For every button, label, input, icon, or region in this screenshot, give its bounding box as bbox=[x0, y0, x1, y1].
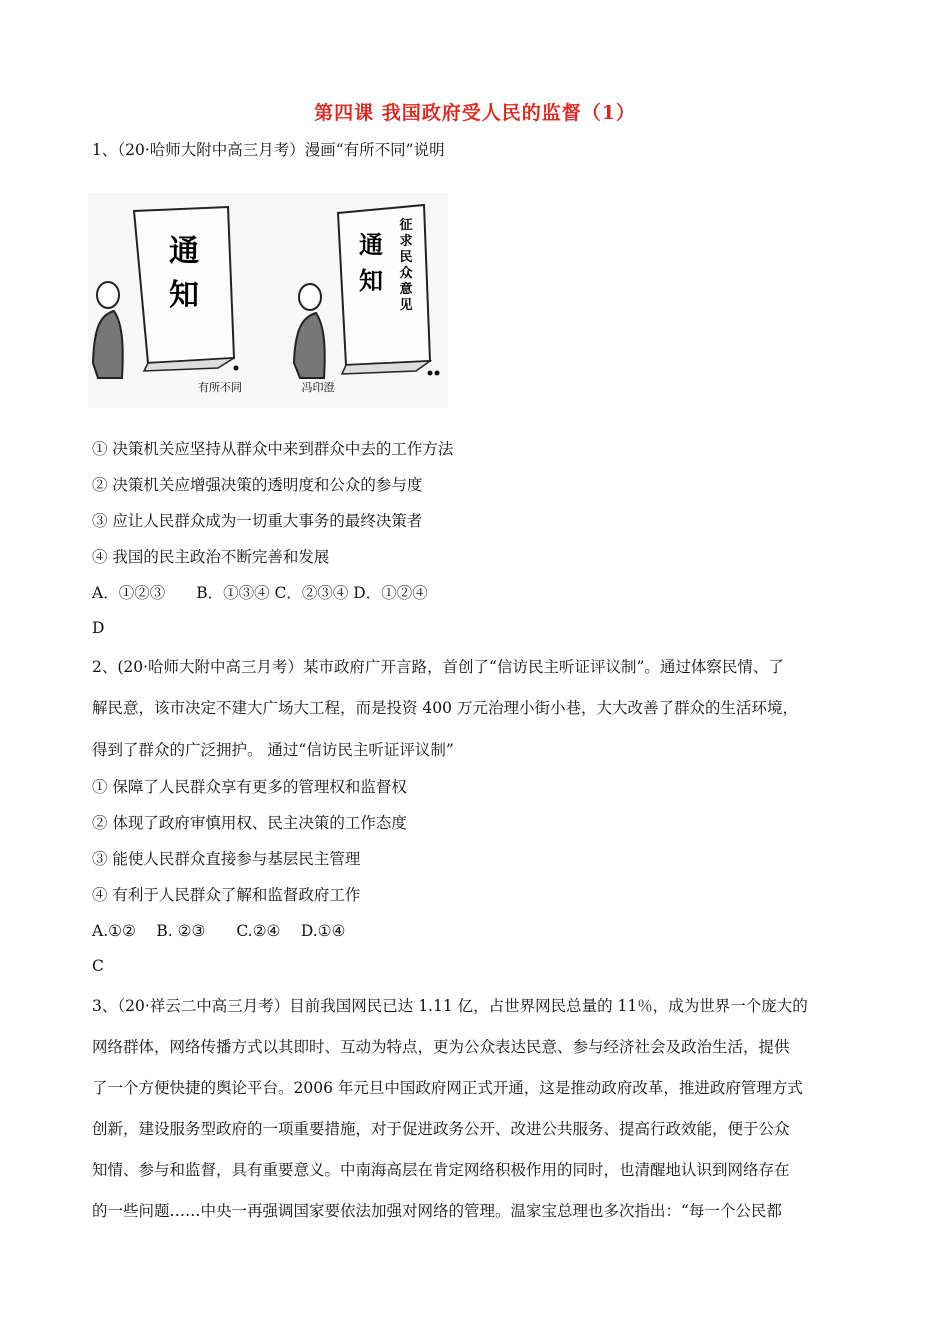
right-notice-text-2: 知 bbox=[359, 267, 383, 295]
q1-answer: D bbox=[92, 619, 105, 637]
q2-option-4: ④ 有利于人民群众了解和监督政府工作 bbox=[92, 886, 361, 904]
q2-option-2: ② 体现了政府审慎用权、民主决策的工作态度 bbox=[92, 814, 407, 832]
q1-option-4: ④ 我国的民主政治不断完善和发展 bbox=[92, 548, 330, 566]
q3-line-2: 网络群体，网络传播方式以其即时、互动为特点，更为公众表达民意、参与经济社会及政治生活，提供 bbox=[92, 1038, 790, 1056]
q3-line-1: 3、（20·祥云二中高三月考）目前我国网民已达 1.11 亿，占世界网民总量的 11％，成为世界一个庞大的 bbox=[92, 997, 808, 1015]
left-notice-text-2: 知 bbox=[169, 278, 199, 313]
q2-answer: C bbox=[92, 957, 104, 975]
right-notice-subtext-char: 众 bbox=[399, 266, 413, 281]
q1-choices: A．①②③ B．①③④ C．②③④ D．①②④ bbox=[92, 584, 428, 602]
q2-stem-line-3: 得到了群众的广泛拥护。 通过“信访民主听证评议制” bbox=[92, 741, 454, 759]
right-person-head bbox=[299, 284, 321, 310]
q2-option-3: ③ 能使人民群众直接参与基层民主管理 bbox=[92, 850, 361, 868]
q2-option-1: ① 保障了人民群众享有更多的管理权和监督权 bbox=[92, 778, 407, 796]
q1-option-3: ③ 应让人民群众成为一切重大事务的最终决策者 bbox=[92, 512, 423, 530]
q3-line-4: 创新，建设服务型政府的一项重要措施，对于促进政务公开、改进公共服务、提高行政效能，便于公众 bbox=[92, 1120, 790, 1138]
right-notice-subtext-char: 意 bbox=[399, 282, 413, 297]
q3-line-6: 的一些问题……中央一再强调国家要依法加强对网络的管理。温家宝总理也多次指出：“每一个公民都 bbox=[92, 1202, 782, 1220]
q2-stem-line-2: 解民意，该市决定不建大广场大工程，而是投资 400 万元治理小街小巷，大大改善了群众的生活环境， bbox=[92, 699, 798, 717]
q3-line-3: 了一个方便快捷的舆论平台。2006 年元旦中国政府网正式开通，这是推动政府改革，推进政府管理方式 bbox=[92, 1079, 803, 1097]
q1-option-1: ① 决策机关应坚持从群众中来到群众中去的工作方法 bbox=[92, 440, 454, 458]
right-notice-subtext-char: 民 bbox=[399, 250, 413, 265]
q3-line-5: 知情、参与和监督，具有重要意义。中南海高层在肯定网络积极作用的同时，也清醒地认识到网络存在 bbox=[92, 1161, 790, 1179]
left-dot bbox=[234, 366, 239, 371]
left-person-head bbox=[97, 282, 119, 308]
q2-stem-line-1: 2、(20·哈师大附中高三月考）某市政府广开言路，首创了“信访民主听证评议制”。通过体察民情、了 bbox=[92, 658, 784, 676]
q1-stem: 1、（20·哈师大附中高三月考）漫画“有所不同”说明 bbox=[92, 141, 445, 159]
comic-caption-left: 有所不同 bbox=[198, 381, 242, 394]
right-notice-text-1: 通 bbox=[359, 231, 383, 259]
q2-choices: A.①② B. ②③ C.②④ D.①④ bbox=[92, 922, 346, 940]
page-title: 第四课 我国政府受人民的监督（1） bbox=[314, 102, 636, 124]
right-notice-subtext-char: 见 bbox=[399, 298, 413, 313]
right-notice-board bbox=[338, 205, 430, 365]
right-dot-2 bbox=[435, 371, 440, 376]
comic-image bbox=[88, 193, 448, 408]
right-notice-subtext-char: 征 bbox=[399, 218, 413, 233]
left-notice-text-1: 通 bbox=[169, 234, 199, 269]
comic-caption-right: 冯印澄 bbox=[301, 381, 335, 394]
right-notice-subtext-char: 求 bbox=[399, 234, 413, 249]
q1-option-2: ② 决策机关应增强决策的透明度和公众的参与度 bbox=[92, 476, 423, 494]
right-dot-1 bbox=[428, 371, 433, 376]
